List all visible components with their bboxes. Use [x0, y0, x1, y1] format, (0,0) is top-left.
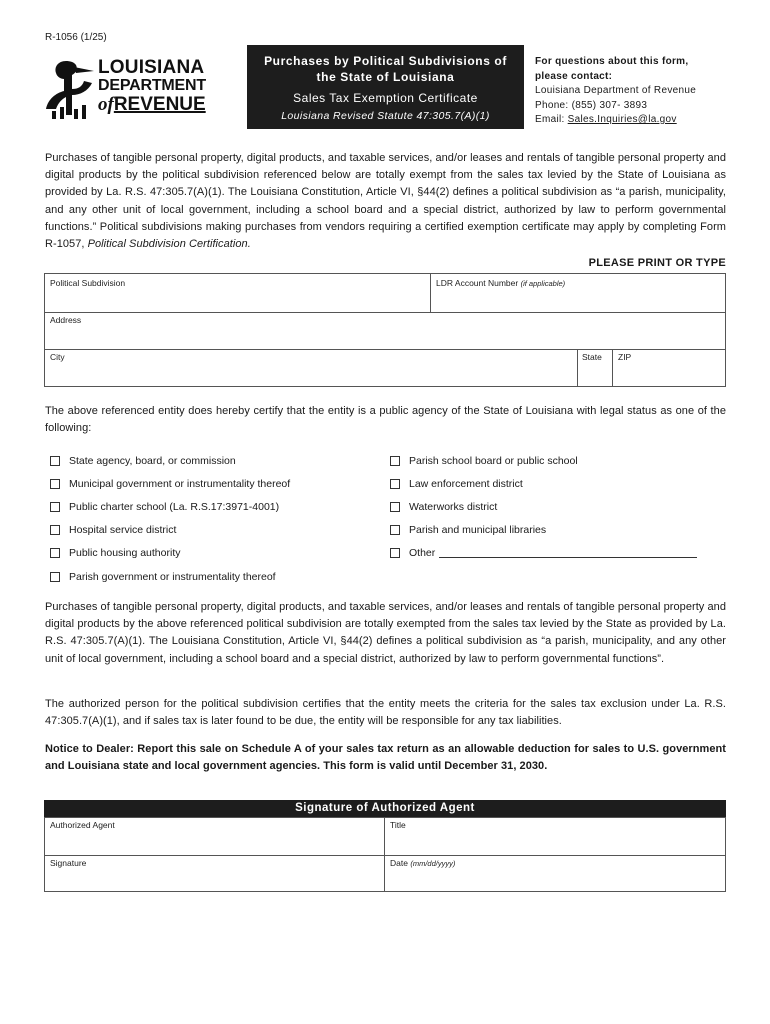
checkbox-municipal-government[interactable] — [50, 478, 290, 490]
form-title-line2: the State of Louisiana — [316, 70, 455, 84]
checkbox-label: Parish government or instrumentality thereof — [69, 571, 276, 583]
dealer-notice: Notice to Dealer: Report this sale on Schedule A of your sales tax return as an allowable deduction for sales to U.S. government and Louisiana state and local government agencies. This form is valid until December 31, 2030. — [45, 743, 726, 773]
checkbox-label: Hospital service district — [69, 524, 177, 536]
ldr-account-note: (if applicable) — [520, 279, 566, 288]
ldr-account-label: LDR Account Number — [436, 278, 519, 288]
checkbox-icon[interactable] — [390, 456, 400, 466]
ldr-account-field[interactable] — [436, 278, 565, 288]
checkbox-other[interactable] — [390, 547, 697, 559]
logo-text-of: of — [98, 94, 114, 115]
logo-text-louisiana: LOUISIANA — [98, 57, 205, 78]
checkbox-label: Municipal government or instrumentality thereof — [69, 478, 291, 490]
contact-agency: Louisiana Department of Revenue — [535, 85, 697, 96]
logo-text-revenue-word: REVENUE — [113, 94, 206, 115]
contact-email-label: Email: — [535, 114, 568, 125]
logo-text-revenue — [98, 94, 206, 116]
checkbox-icon[interactable] — [50, 572, 60, 582]
checkbox-label: Public housing authority — [69, 547, 181, 559]
checkbox-public-housing-authority[interactable] — [50, 547, 181, 559]
contact-email-row — [535, 113, 696, 128]
intro-form-name: Political Subdivision Certification. — [87, 238, 251, 251]
contact-heading-line2: please contact: — [535, 70, 613, 82]
checkbox-icon[interactable] — [50, 502, 60, 512]
grid-divider — [612, 349, 613, 387]
form-title-line1: Purchases by Political Subdivisions of — [264, 54, 507, 68]
intro-paragraph — [45, 150, 726, 253]
form-title-box — [247, 45, 524, 129]
form-subtitle: Sales Tax Exemption Certificate — [293, 91, 478, 105]
checkbox-law-enforcement-district[interactable] — [390, 478, 523, 490]
checkbox-icon[interactable] — [390, 502, 400, 512]
checkbox-libraries[interactable] — [390, 524, 546, 536]
contact-info — [535, 55, 696, 128]
checkbox-label: Waterworks district — [409, 501, 498, 513]
exemption-paragraph: Purchases of tangible personal property, digital products, and taxable services, and/or leases and rentals of tangible personal property and digital products by the above referenced political subdivision are totally exempted from the sales tax levied by the State as provided by La. R.S. 47:305.7(A)(1). The Louisiana Constitution, Article VI, §44(2) defines a political subdivision as “a parish, municipality, and any other unit of local government, including a school board and a special district, authorized by law to perform governmental functions”. — [45, 601, 726, 665]
checkbox-icon[interactable] — [50, 548, 60, 558]
checkbox-hospital-service-district[interactable] — [50, 524, 176, 536]
checkbox-icon[interactable] — [50, 479, 60, 489]
certify-statement: The above referenced entity does hereby certify that the entity is a public agency of the State of Louisiana with legal status as one of the following: — [45, 405, 726, 435]
checkbox-parish-government[interactable] — [50, 571, 276, 583]
checkbox-public-charter-school[interactable] — [50, 501, 279, 513]
form-number: R-1056 (1/25) — [45, 32, 107, 43]
logo-text-department: DEPARTMENT — [98, 77, 206, 94]
grid-divider — [44, 312, 726, 313]
political-subdivision-field[interactable]: Political Subdivision — [50, 278, 126, 288]
checkbox-icon[interactable] — [390, 479, 400, 489]
checkbox-label: Parish school board or public school — [409, 455, 578, 467]
checkbox-icon[interactable] — [390, 548, 400, 558]
grid-divider — [577, 349, 578, 387]
signature-section-header: Signature of Authorized Agent — [44, 800, 726, 817]
checkbox-parish-school-board[interactable] — [390, 455, 578, 467]
checkbox-label: Other — [409, 547, 436, 559]
grid-divider — [44, 349, 726, 350]
checkbox-state-agency[interactable] — [50, 455, 236, 467]
checkbox-waterworks-district[interactable] — [390, 501, 497, 513]
other-input-line[interactable] — [439, 549, 697, 558]
state-field[interactable]: State — [582, 352, 602, 362]
intro-paragraph-text: Purchases of tangible personal property, digital products, and taxable services, and/or leases and rentals of tangible personal property and digital products by the political subdivision referenced below are totally exempt from the sales tax levied by the State of Louisiana as provided by La. R.S. 47:305.7(A)(1). The Louisiana Constitution, Article VI, §44(2) defines a political subdivision as “a parish, municipality, and any other unit of local government, including a school board and a special district, authorized by law to perform governmental functions.” Political subdivisions making purchases from vendors requiring a certified exemption certificate may apply by completing Form R-1057, — [45, 152, 726, 251]
signature-field[interactable]: Signature — [50, 858, 87, 868]
contact-email-link[interactable]: Sales.Inquiries@la.gov — [567, 114, 677, 125]
contact-phone: Phone: (855) 307- 3893 — [535, 99, 648, 111]
grid-divider — [430, 273, 431, 312]
checkbox-label: State agency, board, or commission — [69, 455, 236, 467]
checkbox-icon[interactable] — [50, 456, 60, 466]
pelican-icon — [44, 57, 98, 119]
checkbox-label: Parish and municipal libraries — [409, 524, 547, 536]
contact-heading-line1: For questions about this form, — [535, 56, 689, 67]
address-field[interactable]: Address — [50, 315, 82, 325]
checkbox-icon[interactable] — [390, 525, 400, 535]
checkbox-label: Law enforcement district — [409, 478, 523, 490]
date-label: Date — [390, 858, 408, 868]
zip-field[interactable]: ZIP — [618, 352, 632, 362]
form-statute: Louisiana Revised Statute 47:305.7(A)(1) — [281, 110, 490, 122]
title-field[interactable]: Title — [390, 820, 406, 830]
checkbox-label: Public charter school (La. R.S.17:3971-4001) — [69, 501, 280, 513]
print-instruction: PLEASE PRINT OR TYPE — [588, 257, 726, 269]
city-field[interactable]: City — [50, 352, 65, 362]
checkbox-icon[interactable] — [50, 525, 60, 535]
grid-divider — [44, 855, 726, 856]
ldr-logo — [44, 57, 210, 121]
certification-paragraph: The authorized person for the political subdivision certifies that the entity meets the criteria for the sales tax exclusion under La. R.S. 47:305.7(A)(1), and if sales tax is later found to be due, the entity will be responsible for any tax liabilities. — [45, 698, 726, 728]
authorized-agent-field[interactable]: Authorized Agent — [50, 820, 115, 830]
date-format-note: (mm/dd/yyyy) — [410, 859, 456, 868]
date-field[interactable] — [390, 858, 455, 868]
entity-info-grid — [44, 273, 726, 387]
